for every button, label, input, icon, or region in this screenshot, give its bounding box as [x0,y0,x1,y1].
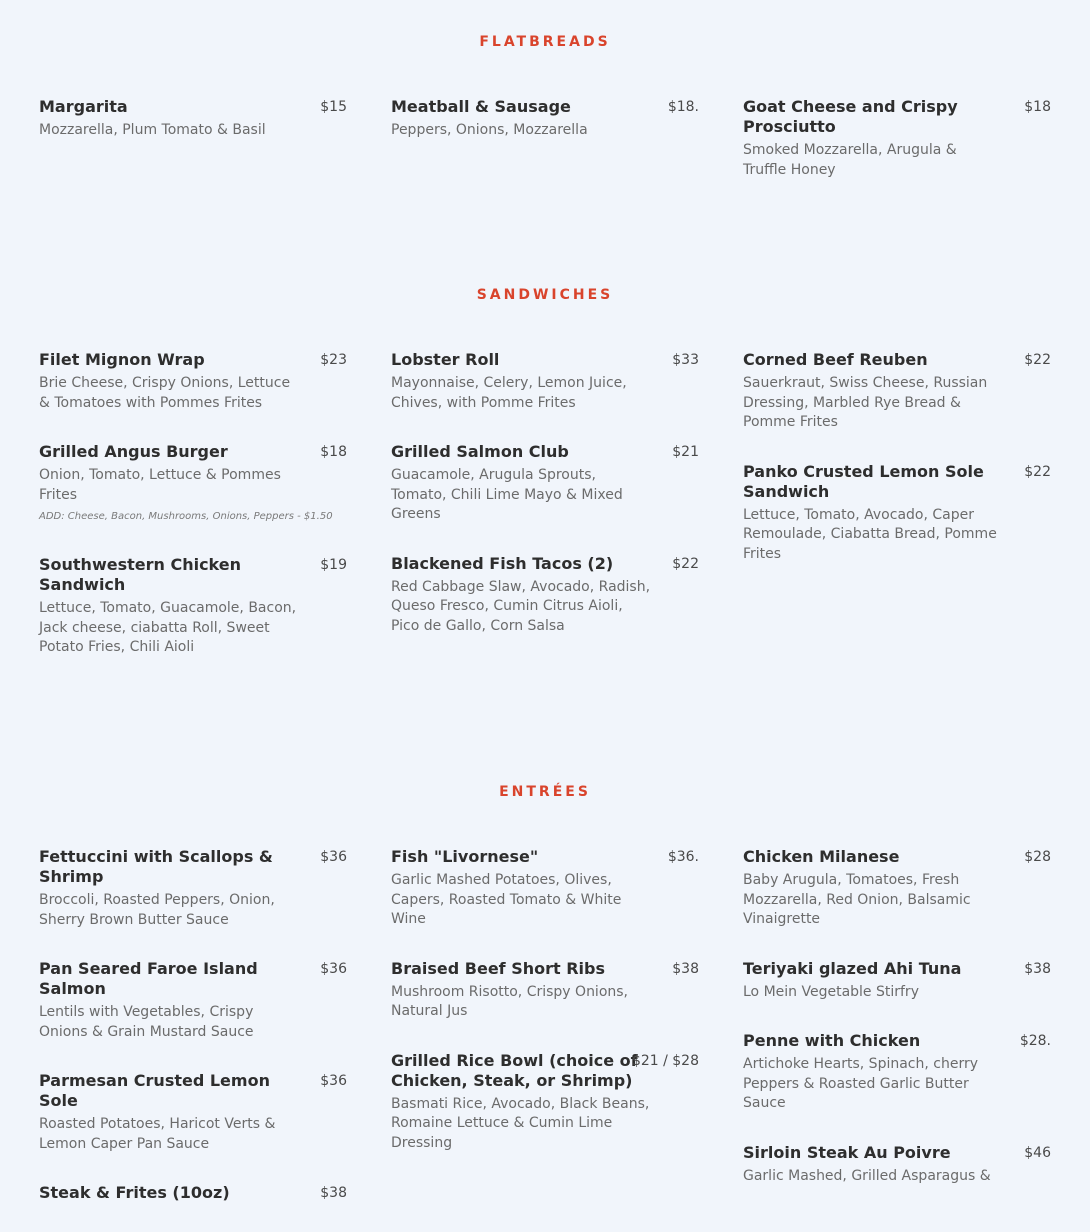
menu-item-description: Lettuce, Tomato, Guacamole, Bacon, Jack cheese, ciabatta Roll, Sweet Potato Fries, Chili Aioli [39,600,297,655]
menu-item-header [743,97,1051,137]
menu-item [743,1143,1051,1187]
menu-item-name: Penne with Chicken [743,1031,921,1050]
menu-item-name: Steak & Frites (10oz) [39,1183,230,1202]
menu-item-header [39,1071,347,1111]
menu-item-name: Southwestern Chicken Sandwich [39,555,242,594]
menu-item-description: Guacamole, Arugula Sprouts, Tomato, Chili Lime Mayo & Mixed Greens [391,467,623,522]
menu-item [391,350,699,413]
menu-item [391,847,699,930]
menu-item-name: Meatball & Sausage [391,97,571,116]
menu-item-price: $22 [1024,352,1051,368]
menu-item-name: Sirloin Steak Au Poivre [743,1142,951,1162]
menu-item-header [743,847,1051,867]
menu-item [391,554,699,637]
menu-item-price: $28. [1019,1033,1051,1049]
menu-item-description: Onion, Tomato, Lettuce & Pommes Frites [39,467,281,503]
menu-item [391,1051,699,1154]
menu-item-name: Filet Mignon Wrap [39,350,205,369]
menu-item-name: Chicken Milanese [743,847,900,866]
menu-item-header [391,1051,699,1091]
menu-item-header [391,959,699,979]
menu-item-header [391,554,699,574]
menu-item [391,97,699,141]
menu-item-price: $19 [320,557,347,573]
menu-item-price: $38 [672,960,699,977]
menu-item-price: $23 [320,352,347,368]
menu-item [743,1031,1051,1114]
menu-item [391,442,699,525]
menu-item-price: $38 [320,1185,347,1201]
section-title: SANDWICHES [476,287,614,303]
menu-item-name: Braised Beef Short Ribs [391,958,605,978]
menu-item [39,350,347,413]
menu-item-description: Lo Mein Vegetable Stirfry [743,983,919,1000]
menu-item [39,442,347,526]
menu-item-price: $22 [1024,463,1051,480]
menu-item-description: Basmati Rice, Avocado, Black Beans, Romaine Lettuce & Cumin Lime Dressing [391,1095,650,1151]
menu-item-header [391,97,699,117]
menu-item-description: Peppers, Onions, Mozzarella [391,122,588,138]
menu-item-name: Grilled Salmon Club [391,442,569,461]
menu-item [743,847,1051,930]
menu-item-header [39,350,347,370]
menu-item [391,959,699,1022]
menu-item [743,350,1051,433]
menu-item-price: $18. [667,99,699,115]
menu-item-addon-note: ADD: Cheese, Bacon, Mushrooms, Onions, Peppers - $1.50 [39,511,333,522]
menu-column [743,350,1051,593]
menu-item-price: $18 [320,444,347,460]
menu-item [39,959,347,1042]
menu-item [743,97,1051,180]
menu-item-description: Baby Arugula, Tomatoes, Fresh Mozzarella, Red Onion, Balsamic Vinaigrette [743,872,971,927]
menu-item-header [39,1183,347,1203]
menu-item-description: Artichoke Hearts, Spinach, cherry Peppers & Roasted Garlic Butter Sauce [743,1056,978,1111]
menu-column [743,97,1051,209]
menu-item-description: Broccoli, Roasted Peppers, Onion, Sherry Brown Butter Sauce [39,892,275,928]
menu-item-header [743,462,1051,502]
menu-column [743,847,1051,1215]
menu-item [39,555,347,658]
menu-item [743,462,1051,565]
menu-item-description: Mushroom Risotto, Crispy Onions, Natural Jus [391,983,629,1019]
menu-item [39,1183,347,1203]
menu-item-price: $36 [320,849,347,865]
menu-item-description: Brie Cheese, Crispy Onions, Lettuce & Tomatoes with Pommes Frites [39,375,291,411]
menu-item-name: Margarita [39,97,128,116]
menu-item-price: $15 [320,99,347,115]
menu-column [39,847,347,1232]
menu-item-header [743,1143,1051,1163]
menu-column [391,97,699,170]
menu-column [39,350,347,687]
menu-item-description: Lentils with Vegetables, Crispy Onions & Grain Mustard Sauce [39,1004,254,1040]
menu-item-header [39,442,347,462]
menu-item-description: Red Cabbage Slaw, Avocado, Radish, Queso Fresco, Cumin Citrus Aioli, Pico de Gallo, Corn Salsa [391,578,651,634]
menu-item-header [39,97,347,117]
menu-item-header [743,350,1051,370]
menu-item-price: $33 [672,352,699,368]
menu-item-description: Roasted Potatoes, Haricot Verts & Lemon Caper Pan Sauce [39,1116,276,1152]
menu-item-name: Fettuccini with Scallops & Shrimp [39,847,273,886]
menu-item-description: Lettuce, Tomato, Avocado, Caper Remoulade, Ciabatta Bread, Pomme Frites [743,506,997,562]
menu-item-price: $21 / $28 [631,1052,699,1069]
menu-item-price: $46 [1024,1144,1051,1161]
menu-item-name: Goat Cheese and Crispy Prosciutto [743,97,958,136]
menu-item [39,97,347,141]
menu-item-price: $38 [1024,960,1051,977]
menu-item-name: Pan Seared Faroe Island Salmon [39,959,258,998]
menu-item-name: Fish "Livornese" [391,847,539,866]
menu-item-price: $18 [1024,99,1051,115]
menu-item-name: Blackened Fish Tacos (2) [391,553,614,573]
menu-item-header [391,350,699,370]
section-title: ENTRÉES [499,784,591,800]
menu-item [39,847,347,930]
menu-item-name: Parmesan Crusted Lemon Sole [39,1071,270,1110]
menu-item-description: Smoked Mozzarella, Arugula & Truffle Honey [743,142,957,178]
menu-item-name: Grilled Angus Burger [39,442,228,461]
menu-item-name: Lobster Roll [391,350,500,369]
menu-item-price: $22 [672,555,699,572]
menu-item-header [391,442,699,462]
menu-item-description: Sauerkraut, Swiss Cheese, Russian Dressing, Marbled Rye Bread & Pomme Frites [743,375,988,430]
menu-item-name: Panko Crusted Lemon Sole Sandwich [743,461,984,501]
menu-item [743,959,1051,1003]
menu-item-description: Garlic Mashed Potatoes, Olives, Capers, Roasted Tomato & White Wine [391,872,622,927]
menu-item-name: Grilled Rice Bowl (choice of Chicken, Steak, or Shrimp) [391,1050,638,1090]
menu-item-description: Mayonnaise, Celery, Lemon Juice, Chives, with Pomme Frites [391,375,627,411]
menu-item-name: Corned Beef Reuben [743,350,928,369]
menu-item-header [743,959,1051,979]
menu-item-price: $21 [672,444,699,460]
menu-item-price: $36 [320,1073,347,1089]
menu-item-price: $28 [1024,849,1051,865]
menu-item-header [743,1031,1051,1051]
menu-column [39,97,347,170]
section-title: FLATBREADS [479,34,611,50]
menu-item-description: Mozzarella, Plum Tomato & Basil [39,122,266,138]
menu-item-price: $36 [320,961,347,977]
menu-item-price: $36. [667,849,699,865]
menu-item-name: Teriyaki glazed Ahi Tuna [743,958,962,978]
menu-column [391,847,699,1182]
menu-item [39,1071,347,1154]
menu-item-header [39,959,347,999]
menu-item-header [391,847,699,867]
menu-item-header [39,555,347,595]
menu-item-description: Garlic Mashed, Grilled Asparagus & [743,1167,991,1184]
menu-item-header [39,847,347,887]
menu-column [391,350,699,665]
